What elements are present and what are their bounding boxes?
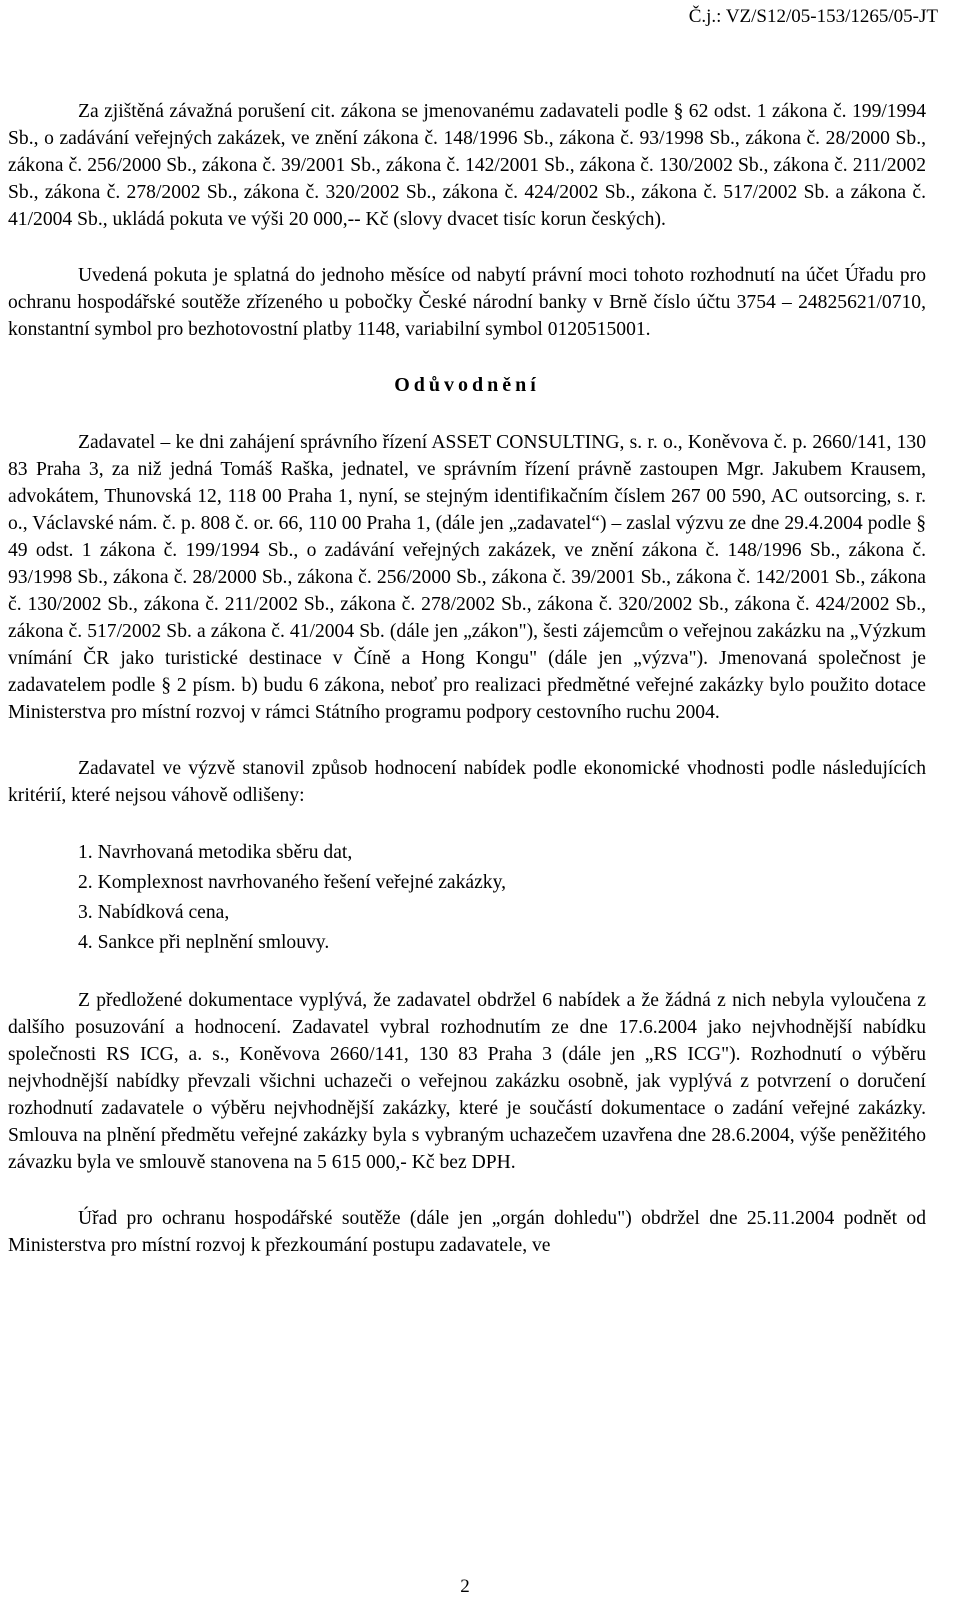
paragraph-contracting-authority: Zadavatel – ke dni zahájení správního řízení ASSET CONSULTING, s. r. o., Koněvova č. p. 2660/141, 130 83 Praha 3, za niž jedná Tomáš Raška, jednatel, ve správním řízení právně zastoupen Mgr. Jakubem Krausem, advokátem, Thunovská 12, 118 00 Praha 1, nyní, se stejným identifikačním číslem 267 00 590, AC outsorcing, s. r. o., Václavské nám. č. p. 808 č. or. 66, 110 00 Praha 1, (dále jen „zadavatel“) – zaslal výzvu ze dne 29.4.2004 podle § 49 odst. 1 zákona č. 199/1994 Sb., o zadávání veřejných zakázek, ve znění zákona č. 148/1996 Sb., zákona č. 93/1998 Sb., zákona č. 28/2000 Sb., zákona č. 256/2000 Sb., zákona č. 39/2001 Sb., zákona č. 142/2001 Sb., zákona č. 130/2002 Sb., zákona č. 211/2002 Sb., zákona č. 278/2002 Sb., zákona č. 320/2002 Sb., zákona č. 424/2002 Sb., zákona č. 517/2002 Sb. a zákona č. 41/2004 Sb. (dále jen „zákon"), šesti zájemcům o veřejnou zakázku na „Výzkum vnímání ČR jako turistické destinace v Číně a Hong Kongu" (dále jen „výzva"). Jmenovaná společnost je zadavatelem podle § 2 písm. b) budu 6 zákona, neboť pro realizaci předmětné veřejné zakázky bylo použito dotace Ministerstva pro místní rozvoj v rámci Státního programu podpory cestovního ruchu 2004. [8,432,926,723]
paragraph-offers-and-contract: Z předložené dokumentace vyplývá, že zadavatel obdržel 6 nabídek a že žádná z nich nebyla vyloučena z dalšího posuzování a hodnocení. Zadavatel vybral rozhodnutím ze dne 17.6.2004 jako nejvhodnější nabídku společnosti RS ICG, a. s., Koněvova 2660/141, 130 83 Praha 3 (dále jen „RS ICG"). Rozhodnutí o výběru nejvhodnější nabídky převzali všichni uchazeči o veřejnou zakázku osobně, jak vyplývá z potvrzení o doručení rozhodnutí zadavatele o výběru nejvhodnější zakázky, které je součástí dokumentace o zadání veřejné zakázky. Smlouva na plnění předmětu veřejné zakázky byla s vybraným uchazečem uzavřena dne 28.6.2004, výše peněžitého závazku byla ve smlouvě stanovena na 5 615 000,- Kč bez DPH. [8,990,926,1173]
criteria-item: 1. Navrhovaná metodika sběru dat, [78,842,353,863]
document-body [8,98,926,1288]
criteria-item: 2. Komplexnost navrhovaného řešení veřejné zakázky, [78,872,507,893]
criteria-item: 4. Sankce při neplnění smlouvy. [78,932,330,953]
document-reference-number: Č.j.: VZ/S12/05-153/1265/05-JT [688,6,938,27]
criteria-list [8,838,926,958]
paragraph-penalty: Za zjištěná závažná porušení cit. zákona se jmenovanému zadavateli podle § 62 odst. 1 zákona č. 199/1994 Sb., o zadávání veřejných zakázek, ve znění zákona č. 148/1996 Sb., zákona č. 93/1998 Sb., zákona č. 28/2000 Sb., zákona č. 256/2000 Sb., zákona č. 39/2001 Sb., zákona č. 142/2001 Sb., zákona č. 130/2002 Sb., zákona č. 211/2002 Sb., zákona č. 278/2002 Sb., zákona č. 320/2002 Sb., zákona č. 424/2002 Sb., zákona č. 517/2002 Sb. a zákona č. 41/2004 Sb., ukládá pokuta ve výši 20 000,-- Kč (slovy dvacet tisíc korun českých). [8,101,926,230]
paragraph-payment-details: Uvedená pokuta je splatná do jednoho měsíce od nabytí právní moci tohoto rozhodnutí na účet Úřadu pro ochranu hospodářské soutěže zřízeného u pobočky České národní banky v Brně číslo účtu 3754 – 24825621/0710, konstantní symbol pro bezhotovostní platby 1148, variabilní symbol 0120515001. [8,265,926,340]
paragraph-supervisory-body: Úřad pro ochranu hospodářské soutěže (dále jen „orgán dohledu") obdržel dne 25.11.2004 podnět od Ministerstva pro místní rozvoj k přezkoumání postupu zadavatele, ve [8,1208,926,1256]
page-number: 2 [460,1576,470,1597]
section-heading-justification: Odůvodnění [394,374,540,396]
paragraph-evaluation-method: Zadavatel ve výzvě stanovil způsob hodnocení nabídek podle ekonomické vhodnosti podle následujících kritérií, které nejsou váhově odlišeny: [8,758,926,806]
criteria-item: 3. Nabídková cena, [78,902,230,923]
